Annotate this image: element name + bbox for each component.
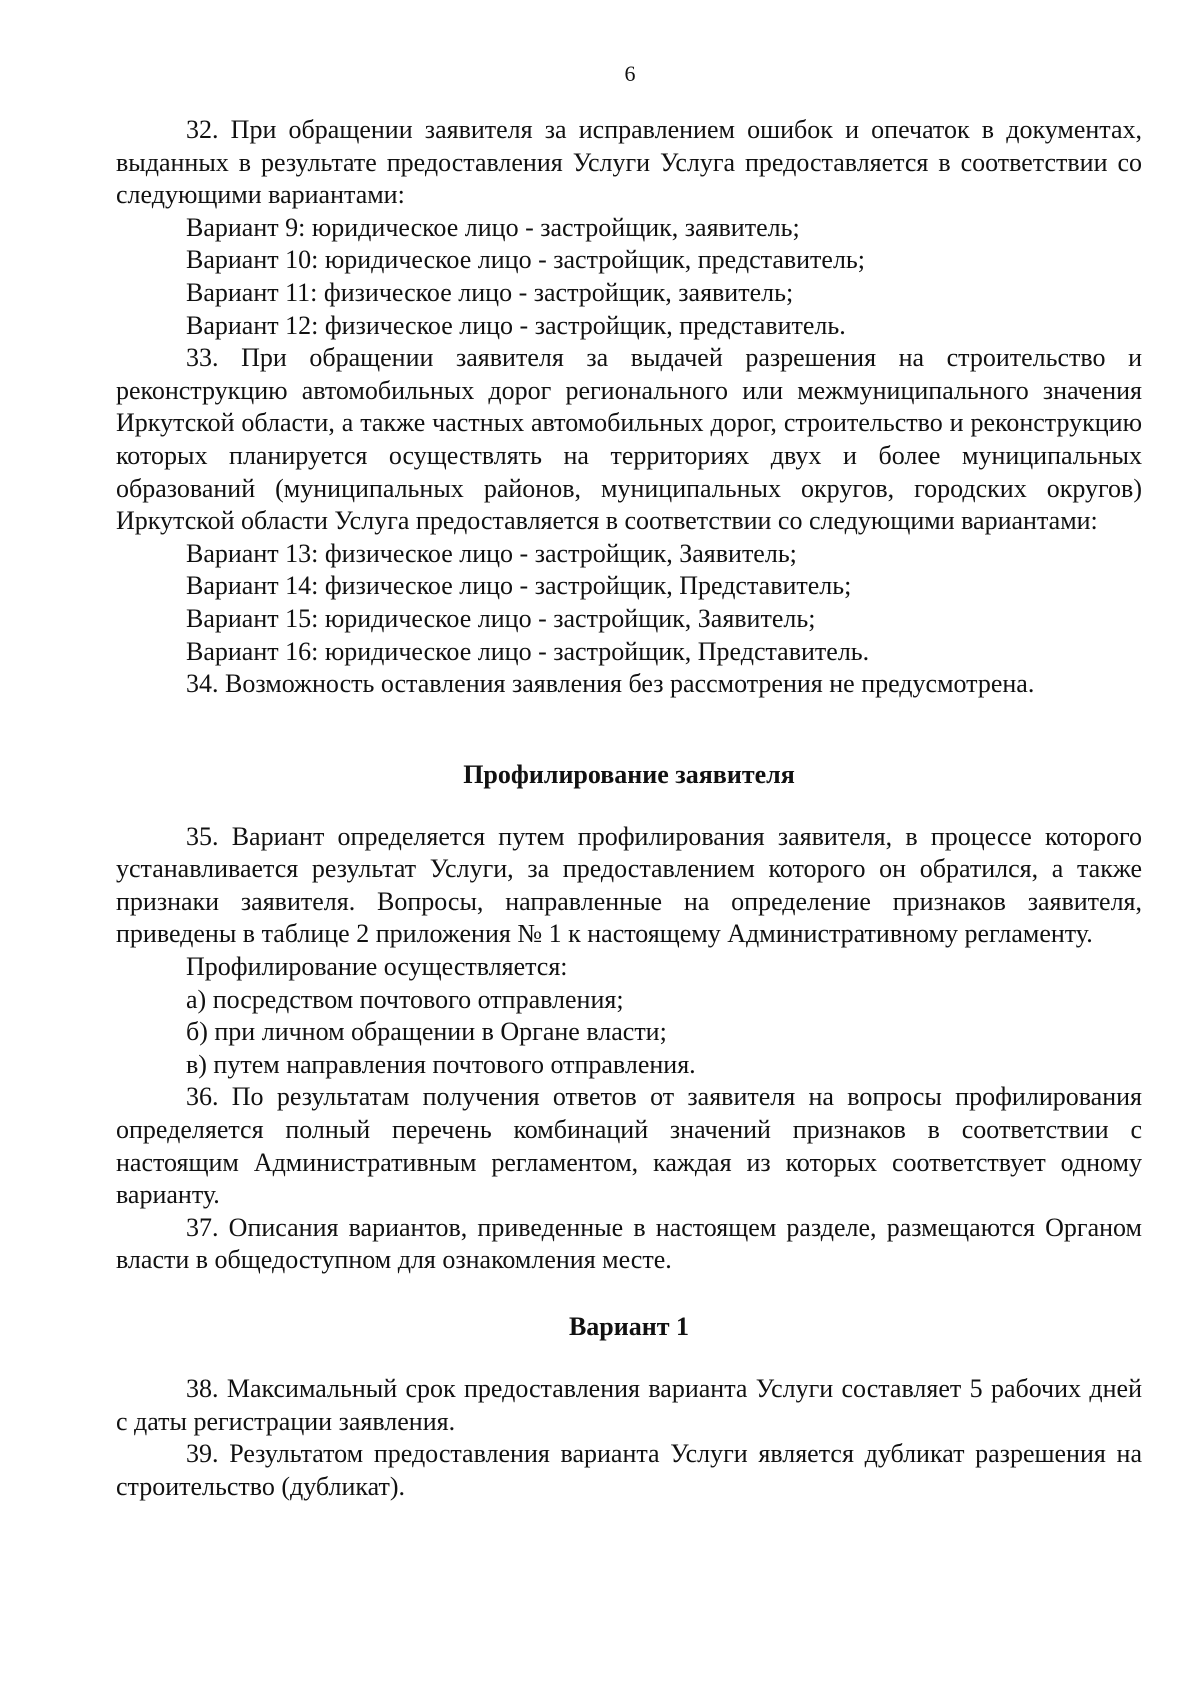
variant-14: Вариант 14: физическое лицо - застройщик, Представитель; (186, 571, 852, 601)
paragraph-34: 34. Возможность оставления заявления без рассмотрения не предусмотрена. (186, 669, 1035, 699)
variant-10: Вариант 10: юридическое лицо - застройщик, представитель; (186, 245, 866, 275)
paragraph-37: 37. Описания вариантов, приведенные в настоящем разделе, размещаются Органом власти в общедоступном для ознакомления месте. (116, 1212, 1142, 1275)
profiling-intro: Профилирование осуществляется: (186, 952, 568, 982)
paragraph-33: 33. При обращении заявителя за выдачей разрешения на строительство и реконструкцию автомобильных дорог регионального или межмуниципального значения Иркутской области, а также частных автомобильных дорог, строительство и реконструкцию которых планируется осуществлять на территориях двух и более муниципальных образований (муниципальных районов, муниципальных округов, городских округов) Иркутской области Услуга предоставляется в соответствии со следующими вариантами: (116, 343, 1142, 536)
paragraph-32: 32. При обращении заявителя за исправлением ошибок и опечаток в документах, выданных в результате предоставления Услуги Услуга предоставляется в соответствии со следующими вариантами: (116, 115, 1142, 210)
paragraph-39: 39. Результатом предоставления варианта Услуги является дубликат разрешения на строительство (дубликат). (116, 1439, 1142, 1501)
page-number: 6 (624, 61, 636, 86)
profiling-item-a: а) посредством почтового отправления; (186, 984, 624, 1014)
profiling-item-c: в) путем направления почтового отправления. (186, 1049, 696, 1079)
section-heading-profiling: Профилирование заявителя (463, 759, 795, 789)
variant-16: Вариант 16: юридическое лицо - застройщик, Представитель. (186, 636, 870, 666)
paragraph-36: 36. По результатам получения ответов от заявителя на вопросы профилирования определяется полный перечень комбинаций значений признаков в соответствии с настоящим Административным регламентом, каждая из которых соответствует одному варианту. (116, 1082, 1142, 1210)
variant-15: Вариант 15: юридическое лицо - застройщик, Заявитель; (186, 603, 816, 633)
paragraph-35: 35. Вариант определяется путем профилирования заявителя, в процессе которого устанавливается результат Услуги, за предоставлением которого он обратился, а также признаки заявителя. Вопросы, направленные на определение признаков заявителя, приведены в таблице 2 приложения № 1 к настоящему Административному регламенту. (116, 821, 1142, 949)
profiling-item-b: б) при личном обращении в Органе власти; (186, 1017, 667, 1047)
document-page (116, 62, 1142, 1503)
variant-11: Вариант 11: физическое лицо - застройщик, заявитель; (186, 277, 794, 307)
variant-9: Вариант 9: юридическое лицо - застройщик, заявитель; (186, 212, 800, 242)
paragraph-38: 38. Максимальный срок предоставления варианта Услуги составляет 5 рабочих дней с даты регистрации заявления. (116, 1374, 1142, 1436)
variant-13: Вариант 13: физическое лицо - застройщик, Заявитель; (186, 538, 797, 568)
section-heading-variant-1: Вариант 1 (568, 1312, 690, 1341)
variant-12: Вариант 12: физическое лицо - застройщик, представитель. (186, 310, 846, 340)
